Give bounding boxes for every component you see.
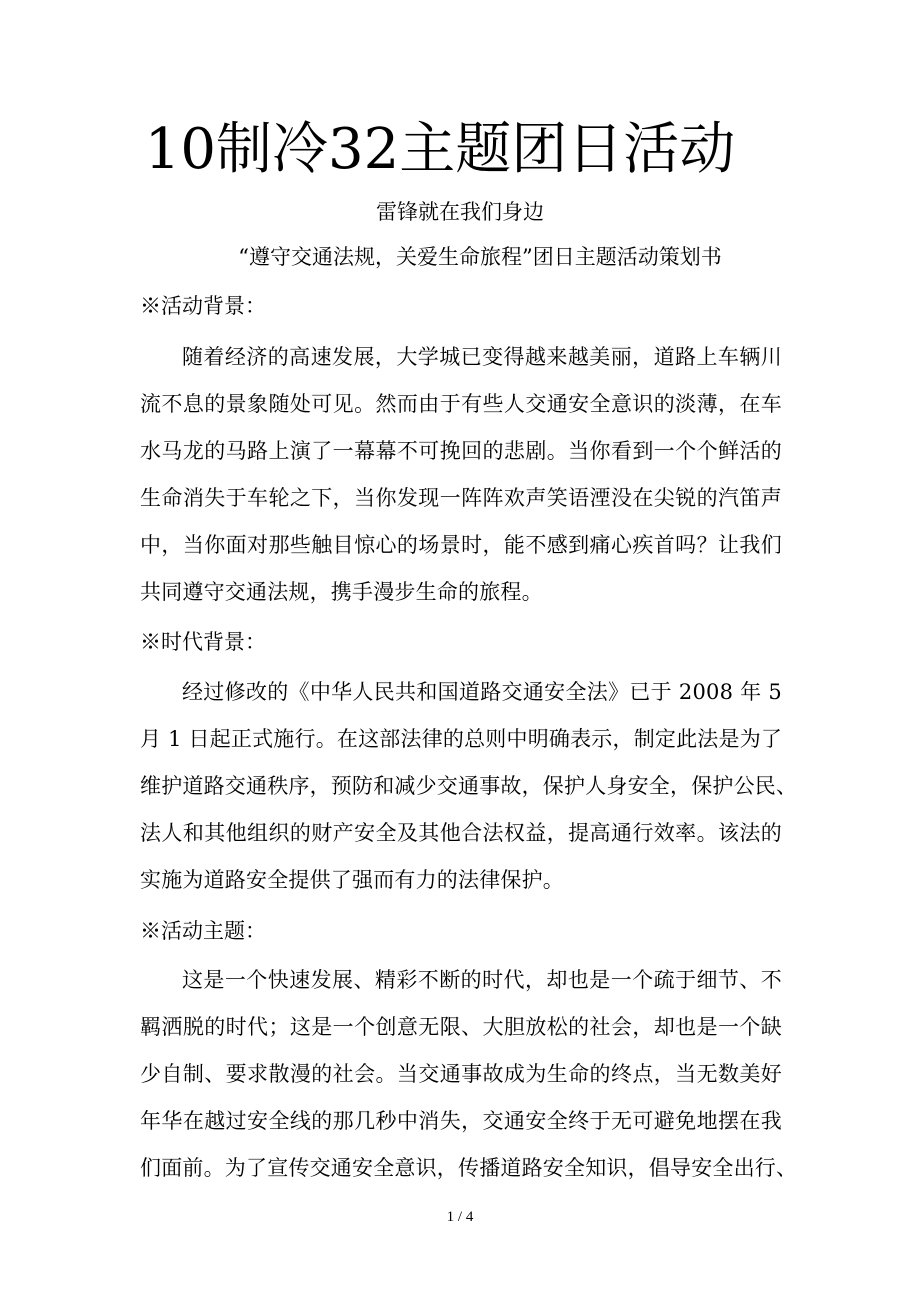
- paragraph-line: 月 1 日起正式施行。在这部法律的总则中明确表示，制定此法是为了: [140, 727, 783, 751]
- paragraph-line: 羁洒脱的时代；这是一个创意无限、大胆放松的社会，却也是一个缺: [140, 1015, 782, 1039]
- paragraph-line: 年华在越过安全线的那几秒中消失，交通安全终于无可避免地摆在我: [140, 1109, 782, 1133]
- paragraph-line: 中，当你面对那些触目惊心的场景时，能不感到痛心疾首吗？让我们: [140, 533, 782, 557]
- document-subtitle: 雷锋就在我们身边: [376, 200, 544, 224]
- paragraph-line: 随着经济的高速发展，大学城已变得越来越美丽，道路上车辆川: [182, 345, 782, 369]
- paragraph-line: 维护道路交通秩序，预防和减少交通事故，保护人身安全，保护公民、: [140, 774, 798, 798]
- section-heading-activity-background: ※活动背景：: [140, 294, 266, 318]
- paragraph-line: 实施为道路安全提供了强而有力的法律保护。: [140, 868, 564, 892]
- paragraph-line: 水马龙的马路上演了一幕幕不可挽回的悲剧。当你看到一个个鲜活的: [140, 439, 782, 463]
- paragraph-line: 流不息的景象随处可见。然而由于有些人交通安全意识的淡薄，在车: [140, 392, 782, 416]
- paragraph-line: 法人和其他组织的财产安全及其他合法权益，提高通行效率。该法的: [140, 821, 782, 845]
- paragraph-line: 这是一个快速发展、精彩不断的时代，却也是一个疏于细节、不: [182, 968, 782, 992]
- paragraph-line: 少自制、要求散漫的社会。当交通事故成为生命的终点，当无数美好: [140, 1062, 782, 1086]
- document-title: 10制冷32主题团日活动: [144, 117, 736, 182]
- paragraph-line: 们面前。为了宣传交通安全意识，传播道路安全知识，倡导安全出行、: [140, 1156, 798, 1180]
- paragraph-line: 经过修改的《中华人民共和国道路交通安全法》已于 2008 年 5: [182, 680, 782, 704]
- page-indicator: 1 / 4: [446, 1209, 474, 1225]
- section-body-activity-background: [140, 342, 782, 624]
- section-heading-era-background: ※时代背景：: [140, 630, 266, 654]
- paragraph-line: 生命消失于车轮之下，当你发现一阵阵欢声笑语湮没在尖锐的汽笛声: [140, 486, 782, 510]
- paragraph-line: 共同遵守交通法规，携手漫步生命的旅程。: [140, 580, 543, 604]
- section-heading-activity-theme: ※活动主题：: [140, 919, 266, 943]
- section-body-era-background: [140, 677, 798, 912]
- section-body-activity-theme: [140, 965, 798, 1200]
- plan-title: “遵守交通法规，关爱生命旅程”团日主题活动策划书: [238, 245, 722, 269]
